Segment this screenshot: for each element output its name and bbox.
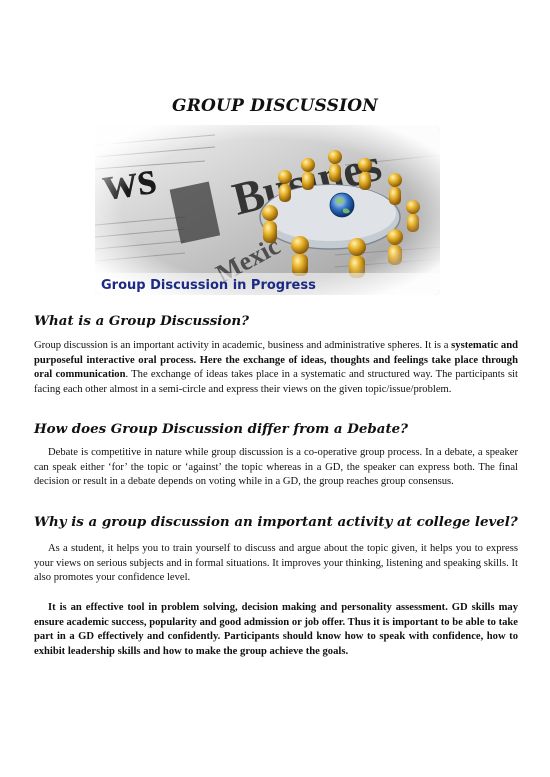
page-title: GROUP DISCUSSION	[172, 96, 378, 116]
image-vignette	[95, 125, 440, 295]
paragraph-why-gd-important-2-bold: It is an effective tool in problem solving, decision making and personality assessment. GD skills may ensure academic success, popularity and good admission or job offer. Thus it is important to be able to take part in a GD effectively and confidently. Participants should know how to speak with confidence, how to exhibit leadership skills and how to make the group achieve the goals.	[34, 602, 518, 657]
paragraph-why-gd-important-1: As a student, it helps you to train yourself to discuss and argue about the topic given, it helps you to express your views on serious subjects and in formal situations. It improves your thinking, listening and speaking skills. It also promotes your confidence level.	[34, 543, 518, 584]
heading-why-gd-important: Why is a group discussion an important activity at college level?	[34, 514, 518, 530]
paragraph-what-is-gd-bold: systematic and purposeful interactive oral process. Here the exchange of ideas, thoughts and feelings take place through oral communication	[34, 340, 519, 381]
paragraph-what-is-gd-text-2: . The exchange of ideas takes place in a systematic and structured way. The participants sit facing each other almost in a semi-circle and express their views on the given topic/issue/problem.	[34, 369, 518, 395]
paragraph-what-is-gd-text-1: Group discussion is an important activity in academic, business and administrative spheres. It is a	[34, 340, 452, 351]
hero-illustration	[95, 125, 440, 295]
paragraph-why-gd-important-2	[34, 601, 518, 659]
paragraph-gd-vs-debate: Debate is competitive in nature while group discussion is a co-operative group process. In a debate, a speaker can speak either ‘for’ the topic or ‘against’ the topic whereas in a GD, the speaker can express both. The final decision or result in a debate depends on voting while in a GD, the group reaches group consensus.	[34, 447, 518, 488]
paragraph-what-is-gd	[34, 339, 518, 397]
heading-what-is-gd: What is a Group Discussion?	[34, 313, 249, 329]
group-discussion-image	[95, 125, 440, 295]
heading-gd-vs-debate: How does Group Discussion differ from a Debate?	[34, 421, 408, 437]
hero-caption: Group Discussion in Progress	[101, 278, 316, 293]
